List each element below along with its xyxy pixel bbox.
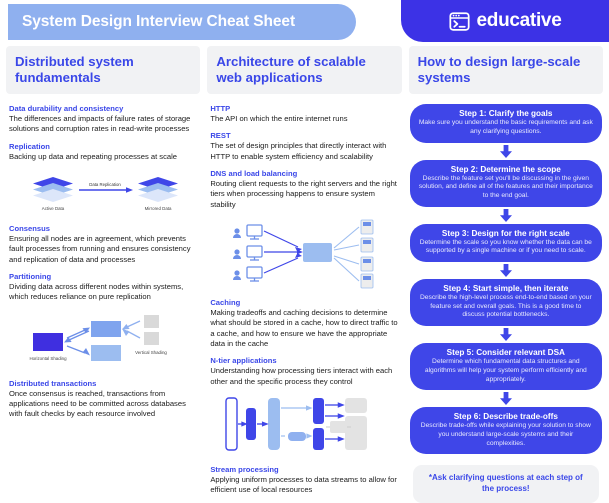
topic-replication [6, 142, 200, 162]
step-1 [410, 104, 602, 142]
design-steps-flowchart [409, 104, 603, 503]
topic-body: Backing up data and repeating processes at scale [9, 151, 178, 161]
column-distributed-system-fundamentals [6, 46, 200, 471]
column-heading: How to design large-scale systems [417, 54, 581, 85]
topic-body: The set of design principles that directly interact with HTTP to enable system efficiency and scalability [210, 141, 387, 161]
data-replication-diagram [6, 169, 200, 215]
load-balancing-diagram [207, 217, 401, 289]
topic-data-durability [6, 104, 200, 135]
step-description: Describe trade-offs while explaining your solution to show you understand large-scale systems and their complexities. [420, 422, 591, 447]
topic-distributed-transactions [6, 379, 200, 420]
arrow-down-icon [499, 145, 513, 158]
column-heading: Distributed system fundamentals [15, 54, 134, 85]
column-heading-panel [6, 46, 200, 94]
step-title: Step 5: Consider relevant DSA [446, 348, 565, 358]
column-how-to-design [409, 46, 603, 494]
topic-n-tier-applications [207, 356, 401, 387]
content-columns [0, 46, 609, 495]
topic-stream-processing [207, 465, 401, 496]
topic-title: Distributed transactions [9, 378, 97, 388]
topic-title: Partitioning [9, 272, 52, 282]
arrow-down-icon [499, 264, 513, 277]
note-text: *Ask clarifying questions at each step of the process! [428, 473, 583, 494]
page-title: System Design Interview Cheat Sheet [22, 13, 296, 30]
topic-partitioning [6, 272, 200, 303]
topic-title: DNS and load balancing [210, 169, 298, 179]
figure-left-label: Active Data [41, 206, 65, 212]
brand-name: educative [476, 10, 562, 31]
step-4 [410, 279, 602, 326]
figure-right-label: Mirrored Data [144, 206, 172, 212]
topic-title: Replication [9, 141, 50, 151]
topic-title: Stream processing [210, 464, 279, 474]
terminal-window-icon [449, 11, 470, 32]
step-title: Step 4: Start simple, then iterate [443, 284, 569, 294]
topic-http [207, 104, 401, 124]
topic-title: N-tier applications [210, 356, 277, 366]
page-header [0, 0, 609, 44]
figure-arrow-label: Data Replication [89, 182, 121, 188]
column-heading-panel [207, 46, 401, 94]
topic-body: Ensuring all nodes are in agreement, which prevents fault processes from running and ensures consistency and replication of data and processes [9, 234, 191, 264]
topic-title: REST [210, 131, 231, 141]
topic-body: Understanding how processing tiers interact with each other and the specific process they control [210, 366, 393, 386]
step-description: Describe the high-level process end-to-end based on your feature set and overall goals. This is a good time to discuss potential bottlenecks. [419, 294, 592, 319]
n-tier-diagram [207, 394, 401, 456]
topic-body: The API on which the entire internet runs [210, 114, 348, 124]
step-5 [410, 343, 602, 390]
topic-title: Consensus [9, 224, 50, 234]
step-title: Step 3: Design for the right scale [441, 228, 570, 238]
topic-body: Once consensus is reached, transactions from applications need to be committed across databases with fault checks by each resource involved [9, 388, 186, 419]
figure-right-label: Vertical Shading [135, 349, 168, 355]
step-title: Step 6: Describe trade-offs [453, 412, 558, 422]
topic-title: HTTP [210, 104, 231, 114]
brand-logo-bar [401, 0, 609, 42]
topic-body: Dividing data across different nodes within systems, which reduces reliance on pure replication [9, 282, 184, 302]
column-heading: Architecture of scalable web applications [216, 54, 366, 85]
step-description: Determine the scale so you know whether the data can be supported by a single machine or if you need to scale. [419, 238, 592, 255]
topic-dns-load-balancing [207, 169, 401, 210]
sharding-diagram [6, 310, 200, 370]
step-title: Step 2: Determine the scope [450, 164, 561, 174]
topic-body: Routing client requests to the right servers and the right tiers when processing happens to ensure system stability [210, 179, 397, 209]
topic-rest [207, 131, 401, 162]
step-description: Describe the feature set you'll be discussing in the given solution, and define all of the features and their importance to the end goal. [418, 174, 593, 199]
topic-consensus [6, 224, 200, 265]
topic-caching [207, 298, 401, 349]
topic-title: Data durability and consistency [9, 104, 124, 114]
topic-body: The differences and impacts of failure rates of storage solutions and corruption rates in read-write processes [9, 114, 191, 134]
topic-body: Applying uniform processes to data streams to allow for efficient use of local resources [210, 474, 397, 495]
column-heading-panel [409, 46, 603, 94]
arrow-down-icon [499, 328, 513, 341]
column-scalable-web-architecture [207, 46, 401, 495]
arrow-down-icon [499, 209, 513, 222]
figure-left-label: Horizontal Shading [29, 355, 67, 361]
topic-body: Making tradeoffs and caching decisions to determine what should be stored in a cache, how to direct traffic to a cache, and how to ensure we have the appropriate data in the cache [210, 308, 398, 348]
step-3 [410, 224, 602, 262]
step-description: Make sure you understand the basic requirements and ask any clarifying questions. [418, 119, 593, 135]
step-6 [410, 407, 602, 454]
topic-title: Caching [210, 298, 241, 308]
clarifying-questions-note [413, 465, 599, 503]
step-2 [410, 160, 602, 207]
title-banner [8, 4, 356, 40]
arrow-down-icon [499, 392, 513, 405]
step-description: Determine which fundamental data structures and algorithms will help your system perform efficiently and appropriately. [424, 358, 587, 383]
step-title: Step 1: Clarify the goals [459, 109, 553, 119]
